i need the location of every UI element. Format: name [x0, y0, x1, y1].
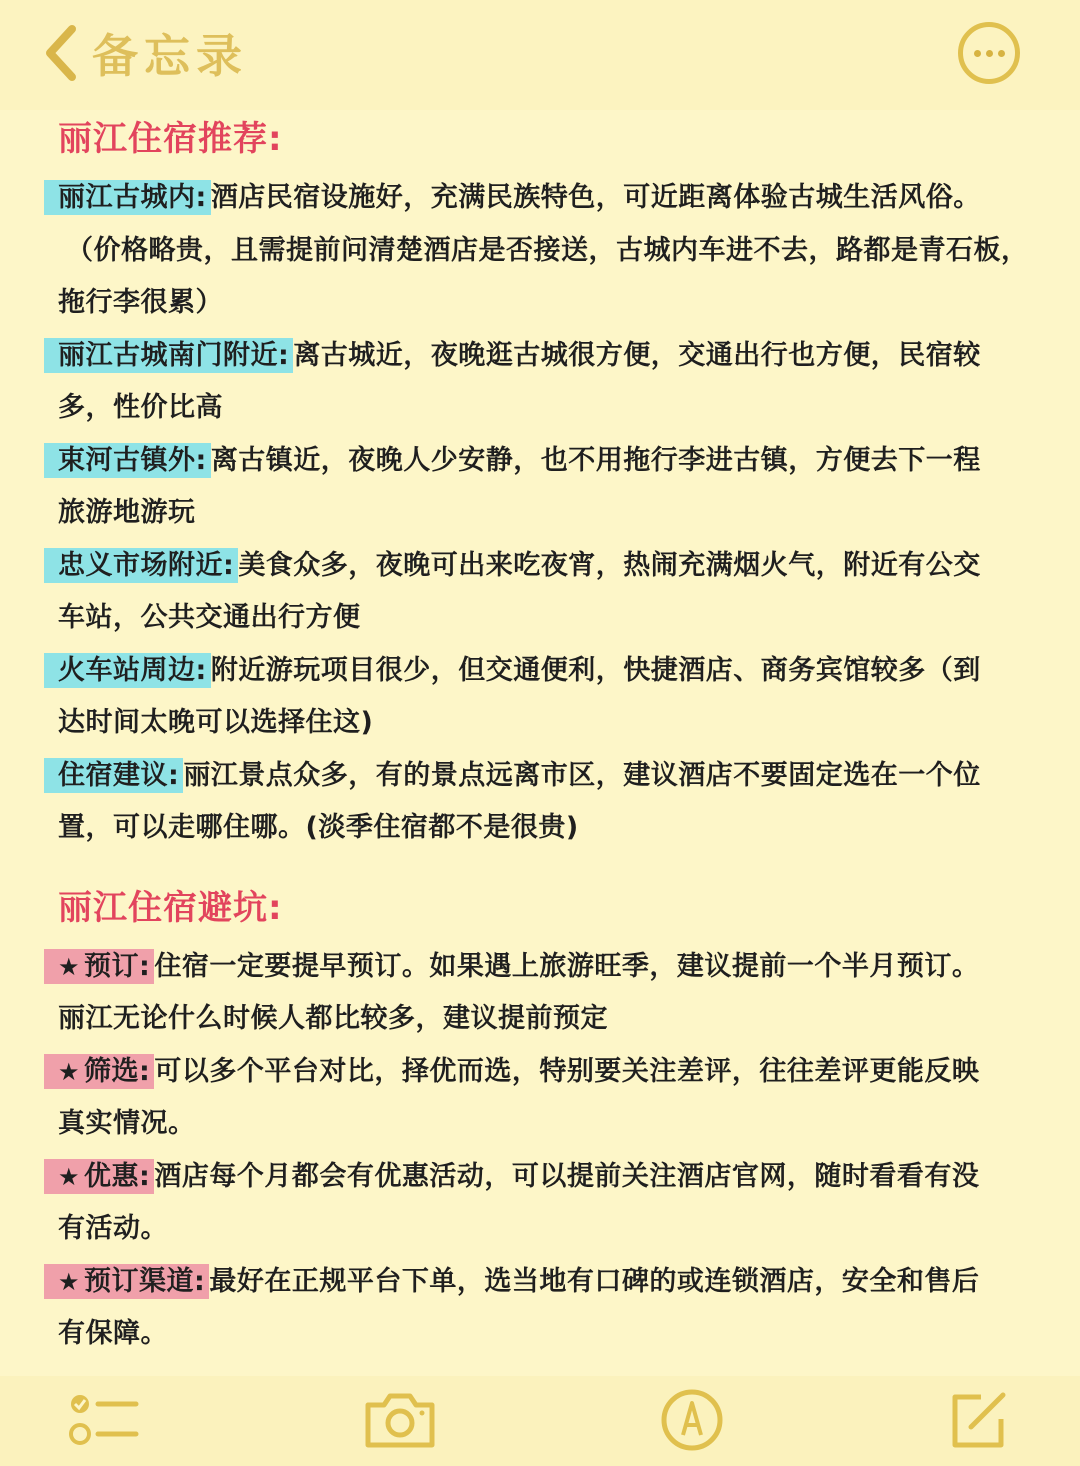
- entry-label: 束河古镇外:: [58, 443, 211, 478]
- checklist-button[interactable]: [64, 1384, 144, 1456]
- pen-icon: [659, 1387, 725, 1453]
- entry-old-town: 丽江古城内: 酒店民宿设施好，充满民族特色，可近距离体验古城生活风俗。 （价格略贵，且需提前问清楚酒店是否接送，古城内车进不去，路都是青石板， 拖行李很累）: [58, 182, 1029, 318]
- back-label: 备忘录: [92, 29, 248, 83]
- entry-filter: ★ 筛选: 可以多个平台对比，择优而选，特别要关注差评，往往差评更能反映 真实情况。: [58, 1055, 980, 1139]
- entry-channel: ★ 预订渠道: 最好在正规平台下单，选当地有口碑的或连锁酒店，安全和售后 有保障。: [58, 1265, 980, 1349]
- entry-label: 丽江古城南门附近:: [58, 338, 293, 373]
- entry-south-gate: 丽江古城南门附近: 离古城近，夜晚逛古城很方便，交通出行也方便，民宿较 多，性价比高: [58, 339, 981, 423]
- more-button[interactable]: [958, 22, 1020, 84]
- camera-button[interactable]: [360, 1384, 440, 1456]
- star-icon: ★: [58, 952, 81, 981]
- section-title-pitfalls: 丽江住宿避坑:: [58, 887, 283, 928]
- bottom-toolbar: [0, 1376, 1080, 1466]
- markup-button[interactable]: [652, 1384, 732, 1456]
- star-icon: ★: [58, 1162, 81, 1191]
- note-body[interactable]: [58, 112, 1038, 1361]
- entry-label: ★ 筛选:: [58, 1054, 154, 1089]
- star-icon: ★: [58, 1057, 81, 1086]
- entry-train-station: 火车站周边: 附近游玩项目很少，但交通便利，快捷酒店、商务宾馆较多（到 达时间太晚可以选择住这): [58, 654, 981, 738]
- more-icon: [974, 50, 981, 57]
- entry-label: ★ 优惠:: [58, 1159, 154, 1194]
- entry-shuhe: 束河古镇外: 离古镇近，夜晚人少安静，也不用拖行李进古镇，方便去下一程 旅游地游玩: [58, 444, 981, 528]
- entry-advice: 住宿建议: 丽江景点众多，有的景点远离市区，建议酒店不要固定选在一个位 置，可以走哪住哪。(淡季住宿都不是很贵): [58, 759, 981, 843]
- entry-zhongyi-market: 忠义市场附近: 美食众多，夜晚可出来吃夜宵，热闹充满烟火气，附近有公交 车站，公共交通出行方便: [58, 549, 981, 633]
- checklist-icon: [68, 1390, 140, 1450]
- camera-icon: [362, 1389, 438, 1451]
- back-button[interactable]: [42, 20, 248, 86]
- chevron-left-icon: [42, 23, 78, 83]
- navigation-bar: [0, 0, 1080, 110]
- entry-discount: ★ 优惠: 酒店每个月都会有优惠活动，可以提前关注酒店官网，随时看看有没 有活动。: [58, 1160, 980, 1244]
- entry-label: 住宿建议:: [58, 758, 183, 793]
- compose-icon: [943, 1387, 1013, 1453]
- entry-label: 忠义市场附近:: [58, 548, 238, 583]
- entry-label: 火车站周边:: [58, 653, 211, 688]
- entry-label: ★ 预订渠道:: [58, 1264, 209, 1299]
- entry-label: ★ 预订:: [58, 949, 154, 984]
- compose-button[interactable]: [938, 1384, 1018, 1456]
- entry-label: 丽江古城内:: [58, 180, 211, 215]
- section-title-recommend: 丽江住宿推荐:: [58, 119, 283, 159]
- star-icon: ★: [58, 1267, 81, 1296]
- entry-booking: ★ 预订: 住宿一定要提早预订。如果遇上旅游旺季，建议提前一个半月预订。 丽江无论什么时候人都比较多，建议提前预定: [58, 950, 980, 1034]
